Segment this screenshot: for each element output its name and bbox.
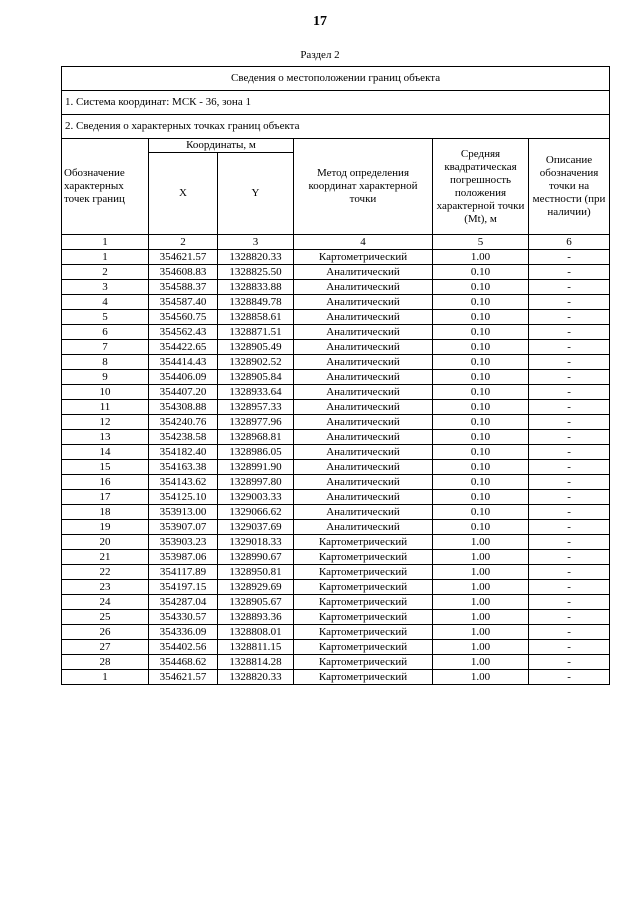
description-cell: - [529, 595, 610, 610]
method-cell: Картометрический [294, 580, 433, 595]
x-coordinate-cell: 354163.38 [149, 460, 218, 475]
column-number-row [62, 235, 610, 250]
error-cell: 1.00 [433, 655, 529, 670]
point-number-cell: 10 [62, 385, 149, 400]
x-coordinate-cell: 354402.56 [149, 640, 218, 655]
x-coordinate-cell: 354414.43 [149, 355, 218, 370]
description-cell: - [529, 490, 610, 505]
method-cell: Аналитический [294, 445, 433, 460]
y-coordinate-cell: 1329066.62 [218, 505, 294, 520]
y-coordinate-cell: 1328825.50 [218, 265, 294, 280]
method-cell: Аналитический [294, 460, 433, 475]
point-number-cell: 7 [62, 340, 149, 355]
method-cell: Аналитический [294, 295, 433, 310]
x-coordinate-cell: 354330.57 [149, 610, 218, 625]
point-number-cell: 23 [62, 580, 149, 595]
error-cell: 1.00 [433, 535, 529, 550]
error-cell: 0.10 [433, 520, 529, 535]
description-cell: - [529, 415, 610, 430]
x-coordinate-cell: 354143.62 [149, 475, 218, 490]
table-row [62, 535, 610, 550]
description-cell: - [529, 385, 610, 400]
x-coordinate-cell: 354588.37 [149, 280, 218, 295]
y-coordinate-cell: 1328893.36 [218, 610, 294, 625]
error-cell: 0.10 [433, 295, 529, 310]
description-cell: - [529, 310, 610, 325]
column-number: 6 [529, 235, 610, 250]
point-number-cell: 21 [62, 550, 149, 565]
point-number-cell: 28 [62, 655, 149, 670]
table-row [62, 250, 610, 265]
table-row [62, 520, 610, 535]
description-cell: - [529, 625, 610, 640]
header-description: Описание обозначения точки на местности (при наличии) [529, 139, 610, 235]
x-coordinate-cell: 354621.57 [149, 250, 218, 265]
error-cell: 0.10 [433, 475, 529, 490]
description-cell: - [529, 430, 610, 445]
error-cell: 0.10 [433, 325, 529, 340]
point-number-cell: 9 [62, 370, 149, 385]
y-coordinate-cell: 1328871.51 [218, 325, 294, 340]
method-cell: Картометрический [294, 610, 433, 625]
y-coordinate-cell: 1328990.67 [218, 550, 294, 565]
point-number-cell: 22 [62, 565, 149, 580]
point-number-cell: 27 [62, 640, 149, 655]
method-cell: Аналитический [294, 340, 433, 355]
y-coordinate-cell: 1328902.52 [218, 355, 294, 370]
y-coordinate-cell: 1328820.33 [218, 670, 294, 685]
method-cell: Аналитический [294, 400, 433, 415]
header-y: Y [218, 153, 294, 235]
table-row [62, 505, 610, 520]
point-number-cell: 1 [62, 670, 149, 685]
x-coordinate-cell: 354287.04 [149, 595, 218, 610]
method-cell: Аналитический [294, 430, 433, 445]
error-cell: 1.00 [433, 250, 529, 265]
table-row [62, 370, 610, 385]
error-cell: 0.10 [433, 430, 529, 445]
boundary-points-table [61, 66, 610, 685]
point-number-cell: 13 [62, 430, 149, 445]
x-coordinate-cell: 354336.09 [149, 625, 218, 640]
error-cell: 0.10 [433, 385, 529, 400]
point-number-cell: 3 [62, 280, 149, 295]
header-error: Средняя квадратическая погрешность положения характерной точки (Mt), м [433, 139, 529, 235]
method-cell: Аналитический [294, 385, 433, 400]
point-number-cell: 15 [62, 460, 149, 475]
point-number-cell: 11 [62, 400, 149, 415]
table-row [62, 460, 610, 475]
description-cell: - [529, 565, 610, 580]
table-row [62, 280, 610, 295]
y-coordinate-cell: 1329018.33 [218, 535, 294, 550]
method-cell: Картометрический [294, 550, 433, 565]
table-row [62, 625, 610, 640]
table-row [62, 415, 610, 430]
point-number-cell: 25 [62, 610, 149, 625]
column-number: 4 [294, 235, 433, 250]
description-cell: - [529, 610, 610, 625]
point-number-cell: 1 [62, 250, 149, 265]
error-cell: 1.00 [433, 550, 529, 565]
table-row [62, 340, 610, 355]
table-row [62, 610, 610, 625]
x-coordinate-cell: 354197.15 [149, 580, 218, 595]
description-cell: - [529, 475, 610, 490]
method-cell: Картометрический [294, 670, 433, 685]
x-coordinate-cell: 354308.88 [149, 400, 218, 415]
description-cell: - [529, 640, 610, 655]
error-cell: 0.10 [433, 460, 529, 475]
method-cell: Аналитический [294, 280, 433, 295]
method-cell: Аналитический [294, 355, 433, 370]
table-row [62, 355, 610, 370]
point-number-cell: 5 [62, 310, 149, 325]
y-coordinate-cell: 1328814.28 [218, 655, 294, 670]
y-coordinate-cell: 1328968.81 [218, 430, 294, 445]
x-coordinate-cell: 354422.65 [149, 340, 218, 355]
x-coordinate-cell: 353987.06 [149, 550, 218, 565]
table-row [62, 400, 610, 415]
error-cell: 1.00 [433, 625, 529, 640]
description-cell: - [529, 280, 610, 295]
error-cell: 0.10 [433, 280, 529, 295]
method-cell: Картометрический [294, 655, 433, 670]
point-number-cell: 4 [62, 295, 149, 310]
column-number: 2 [149, 235, 218, 250]
x-coordinate-cell: 354406.09 [149, 370, 218, 385]
table-row [62, 325, 610, 340]
y-coordinate-cell: 1328905.67 [218, 595, 294, 610]
error-cell: 0.10 [433, 505, 529, 520]
table-row [62, 580, 610, 595]
y-coordinate-cell: 1328977.96 [218, 415, 294, 430]
y-coordinate-cell: 1328849.78 [218, 295, 294, 310]
method-cell: Аналитический [294, 265, 433, 280]
x-coordinate-cell: 353903.23 [149, 535, 218, 550]
point-number-cell: 14 [62, 445, 149, 460]
error-cell: 0.10 [433, 400, 529, 415]
error-cell: 1.00 [433, 610, 529, 625]
error-cell: 1.00 [433, 670, 529, 685]
table-row [62, 640, 610, 655]
method-cell: Аналитический [294, 325, 433, 340]
table-row [62, 265, 610, 280]
y-coordinate-cell: 1329003.33 [218, 490, 294, 505]
header-x: X [149, 153, 218, 235]
point-number-cell: 16 [62, 475, 149, 490]
description-cell: - [529, 580, 610, 595]
table-row [62, 490, 610, 505]
x-coordinate-cell: 354621.57 [149, 670, 218, 685]
error-cell: 1.00 [433, 565, 529, 580]
point-number-cell: 26 [62, 625, 149, 640]
x-coordinate-cell: 354407.20 [149, 385, 218, 400]
description-cell: - [529, 400, 610, 415]
section-label: Раздел 2 [300, 49, 340, 61]
method-cell: Картометрический [294, 250, 433, 265]
x-coordinate-cell: 354608.83 [149, 265, 218, 280]
description-cell: - [529, 370, 610, 385]
table-row [62, 310, 610, 325]
y-coordinate-cell: 1328957.33 [218, 400, 294, 415]
table-row [62, 670, 610, 685]
x-coordinate-cell: 354562.43 [149, 325, 218, 340]
method-cell: Аналитический [294, 310, 433, 325]
method-cell: Картометрический [294, 640, 433, 655]
error-cell: 0.10 [433, 265, 529, 280]
table-row [62, 295, 610, 310]
y-coordinate-cell: 1328820.33 [218, 250, 294, 265]
method-cell: Аналитический [294, 505, 433, 520]
table-row [62, 655, 610, 670]
x-coordinate-cell: 354240.76 [149, 415, 218, 430]
y-coordinate-cell: 1329037.69 [218, 520, 294, 535]
point-number-cell: 17 [62, 490, 149, 505]
description-cell: - [529, 355, 610, 370]
description-cell: - [529, 325, 610, 340]
y-coordinate-cell: 1328811.15 [218, 640, 294, 655]
point-number-cell: 24 [62, 595, 149, 610]
error-cell: 0.10 [433, 445, 529, 460]
error-cell: 0.10 [433, 310, 529, 325]
point-number-cell: 12 [62, 415, 149, 430]
error-cell: 0.10 [433, 370, 529, 385]
header-method: Метод определения координат характерной точки [294, 139, 433, 235]
method-cell: Аналитический [294, 490, 433, 505]
x-coordinate-cell: 354468.62 [149, 655, 218, 670]
error-cell: 0.10 [433, 355, 529, 370]
point-number-cell: 19 [62, 520, 149, 535]
method-cell: Картометрический [294, 625, 433, 640]
y-coordinate-cell: 1328833.88 [218, 280, 294, 295]
method-cell: Аналитический [294, 520, 433, 535]
x-coordinate-cell: 354182.40 [149, 445, 218, 460]
y-coordinate-cell: 1328950.81 [218, 565, 294, 580]
description-cell: - [529, 550, 610, 565]
y-coordinate-cell: 1328905.84 [218, 370, 294, 385]
table-row [62, 475, 610, 490]
point-number-cell: 2 [62, 265, 149, 280]
description-cell: - [529, 340, 610, 355]
method-cell: Аналитический [294, 370, 433, 385]
table-title: Сведения о местоположении границ объекта [62, 67, 610, 91]
description-cell: - [529, 250, 610, 265]
y-coordinate-cell: 1328986.05 [218, 445, 294, 460]
y-coordinate-cell: 1328991.90 [218, 460, 294, 475]
description-cell: - [529, 670, 610, 685]
description-cell: - [529, 535, 610, 550]
description-cell: - [529, 460, 610, 475]
method-cell: Картометрический [294, 595, 433, 610]
column-number: 1 [62, 235, 149, 250]
table-row [62, 595, 610, 610]
table-row [62, 430, 610, 445]
page-number: 17 [313, 14, 327, 29]
table-row [62, 550, 610, 565]
method-cell: Картометрический [294, 535, 433, 550]
point-number-cell: 20 [62, 535, 149, 550]
method-cell: Картометрический [294, 565, 433, 580]
method-cell: Аналитический [294, 415, 433, 430]
header-point-designation: Обозначение характерных точек границ [62, 139, 149, 235]
error-cell: 0.10 [433, 490, 529, 505]
column-number: 3 [218, 235, 294, 250]
point-number-cell: 8 [62, 355, 149, 370]
x-coordinate-cell: 354125.10 [149, 490, 218, 505]
description-cell: - [529, 505, 610, 520]
x-coordinate-cell: 354587.40 [149, 295, 218, 310]
error-cell: 0.10 [433, 415, 529, 430]
x-coordinate-cell: 353913.00 [149, 505, 218, 520]
error-cell: 1.00 [433, 595, 529, 610]
y-coordinate-cell: 1328858.61 [218, 310, 294, 325]
y-coordinate-cell: 1328933.64 [218, 385, 294, 400]
x-coordinate-cell: 354238.58 [149, 430, 218, 445]
description-cell: - [529, 520, 610, 535]
point-number-cell: 6 [62, 325, 149, 340]
point-number-cell: 18 [62, 505, 149, 520]
error-cell: 0.10 [433, 340, 529, 355]
y-coordinate-cell: 1328929.69 [218, 580, 294, 595]
description-cell: - [529, 655, 610, 670]
error-cell: 1.00 [433, 640, 529, 655]
table-row [62, 565, 610, 580]
method-cell: Аналитический [294, 475, 433, 490]
header-coordinates: Координаты, м [149, 139, 294, 153]
description-cell: - [529, 295, 610, 310]
x-coordinate-cell: 354560.75 [149, 310, 218, 325]
coordinate-system: 1. Система координат: МСК - 36, зона 1 [62, 91, 610, 115]
table-row [62, 385, 610, 400]
y-coordinate-cell: 1328997.80 [218, 475, 294, 490]
points-heading: 2. Сведения о характерных точках границ объекта [62, 115, 610, 139]
y-coordinate-cell: 1328905.49 [218, 340, 294, 355]
x-coordinate-cell: 354117.89 [149, 565, 218, 580]
column-number: 5 [433, 235, 529, 250]
table-row [62, 445, 610, 460]
x-coordinate-cell: 353907.07 [149, 520, 218, 535]
y-coordinate-cell: 1328808.01 [218, 625, 294, 640]
description-cell: - [529, 445, 610, 460]
description-cell: - [529, 265, 610, 280]
error-cell: 1.00 [433, 580, 529, 595]
